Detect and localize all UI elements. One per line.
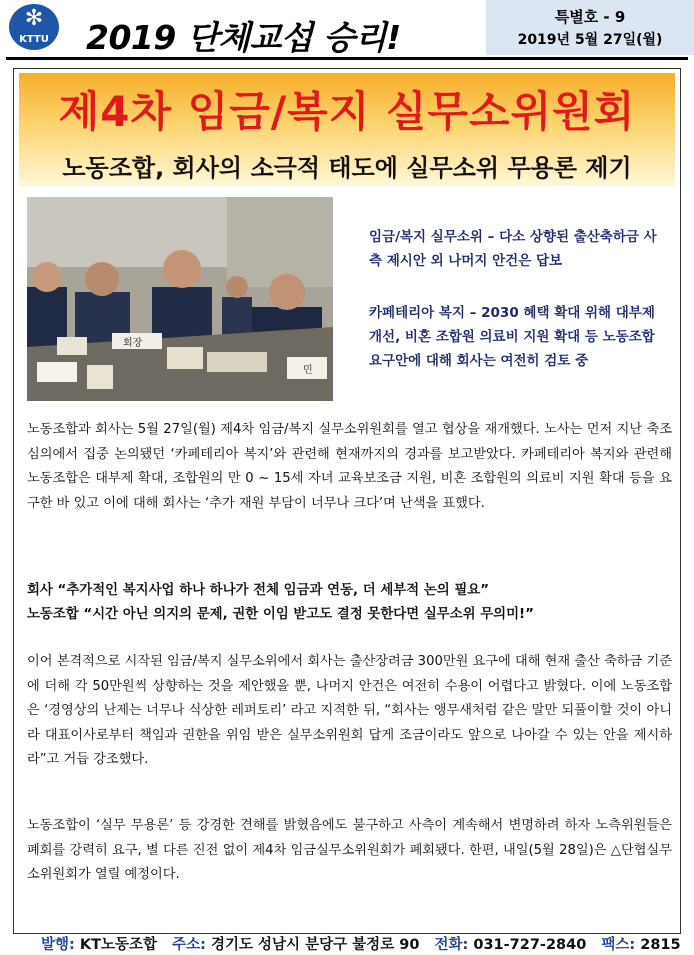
fax: 2815 (640, 937, 681, 953)
highlight-wage-welfare: 임금/복지 실무소위 – 다소 상향된 출산축하금 사측 제시안 외 나머지 안건은 답보 (369, 229, 657, 269)
highlight-cafeteria: 카페테리아 복지 – 2030 혜택 확대 위해 대부제 개선, 비혼 조합원 의료비 지원 확대 등 노동조합 요구안에 대해 회사는 여전히 검토 중 (369, 305, 655, 369)
paragraph-2: 이어 본격적으로 시작된 임금/복지 실무소위에서 회사는 출산장려금 300만원 요구에 대해 현재 출산 축하금 기준에 더해 각 50만원씩 상향하는 것을 제안했을 뿐, 나머지 안건은 여전히 수용이 어렵다고 밝혔다. 이에 노동조합은 ‘경영상의 난제는 너무나 식상한 레퍼토리’ 라고 지적한 뒤, “회사는 앵무새처럼 같은 말만 되풀이할 것이 아니라 대표이사로부터 책임과 권한을 위임 받은 실무소위원회 답게 조금이라도 앞으로 나아갈 수 있는 안을 제시하라”고 거듭 강조했다. (27, 654, 672, 767)
name-plate-2: 민 (303, 365, 313, 376)
address: 경기도 성남시 분당구 불정로 90 (210, 937, 420, 953)
star-icon: ✻ (24, 6, 44, 31)
publisher: KT노동조합 (79, 937, 158, 953)
union-logo (5, 4, 63, 52)
quote-company: 회사 “추가적인 복지사업 하나 하나가 전체 임금과 연동, 더 세부적 논의 필요” (27, 583, 490, 598)
issue-info (486, 0, 694, 55)
quote-union: 노동조합 “시간 아닌 의지의 문제, 권한 이임 받고도 결정 못한다면 실무소위 무의미!” (27, 607, 534, 622)
paragraph-3: 노동조합이 ‘실무 무용론’ 등 강경한 견해를 밝혔음에도 불구하고 사측이 계속해서 변명하려 하자 노측위원들은 폐회를 강력히 요구, 별 다른 진전 없이 제4차 임금실무소위원회가 폐회됐다. 한편, 내일(5월 28일)은 △단협실무 소위원회가 열릴 예정이다. (27, 818, 672, 882)
headline-banner (19, 73, 675, 186)
subheadline: 노동조합, 회사의 소극적 태도에 실무소위 무용론 제기 (62, 154, 632, 182)
issue-number: 특별호 - 9 (554, 8, 626, 26)
logo-text: KTTU (19, 34, 49, 45)
phone: 031-727-2840 (473, 937, 587, 953)
fax-label: 팩스: (601, 937, 636, 953)
publisher-label: 발행: (41, 937, 75, 953)
paragraph-1: 노동조합과 회사는 5월 27일(월) 제4차 임금/복지 실무소위원회를 열고 협상을 재개했다. 노사는 먼저 지난 축조심의에서 집중 논의됐던 ‘카페테리아 복지’와 관련해 현재까지의 경과를 보고받았다. 카페테리아 복지와 관련해 노동조합은 대부제 확대, 조합원의 만 0 ~ 15세 자녀 교육보조금 지원, 비혼 조합원의 의료비 지원 확대 등을 요구한 바 있고 이에 대해 회사는 ‘추가 재원 부담이 너무나 크다’며 난색을 표했다. (27, 422, 672, 511)
header-divider (6, 57, 688, 60)
logo-emblem (9, 4, 59, 50)
meeting-photo-illustration (27, 197, 333, 401)
meeting-photo (27, 197, 333, 401)
newsletter-title: 2019 단체교섭 승리! (86, 18, 401, 57)
name-plate-1: 회장 (123, 338, 143, 349)
issue-date: 2019년 5월 27일(월) (517, 32, 663, 48)
headline: 제4차 임금/복지 실무소위원회 (58, 87, 636, 136)
phone-label: 전화: (434, 937, 469, 953)
footer (41, 933, 691, 954)
address-label: 주소: (172, 937, 206, 953)
